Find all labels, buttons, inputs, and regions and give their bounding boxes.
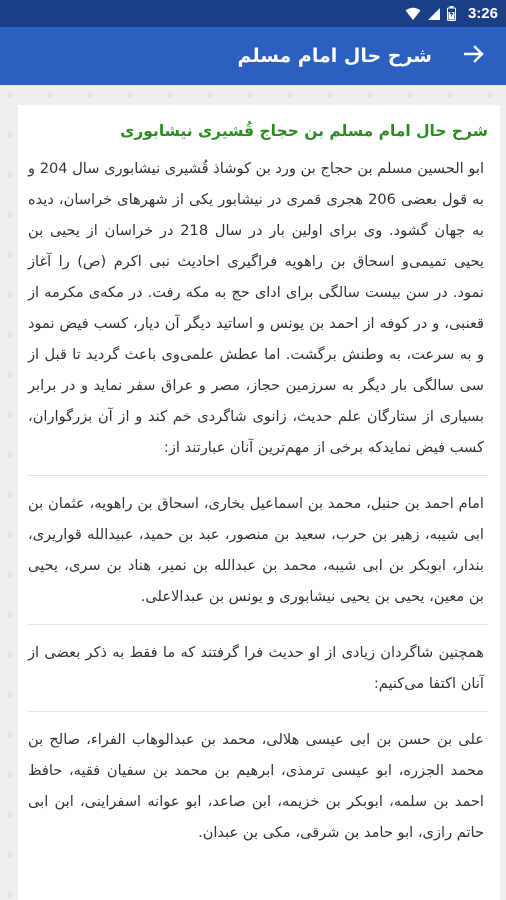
status-time: 3:26: [467, 5, 498, 22]
article-heading: شرح حال امام مسلم بن حجاج قُشیری نیشابوری: [120, 122, 488, 140]
wifi-icon: [405, 7, 421, 21]
divider: [28, 711, 488, 712]
status-bar: [0, 0, 506, 27]
app-bar: [0, 27, 506, 85]
signal-icon: [427, 7, 441, 21]
article-paragraph: امام احمد بن حنبل، محمد بن اسماعیل بخاری، اسحاق بن راهویه، عثمان بن ابی شیبه، زهیر بن حرب، سعید بن منصور، عبد بن حمید، عبیدالله قواریری، بندار، ابوبکر بن ابی شیبه، محمد بن عبدالله بن نمیر، هناد بن سری، یحیی بن معین، یحیی بن یحیی نیشابوری و یونس بن عبدالاعلی.: [28, 495, 484, 605]
article-paragraph: ابو الحسین مسلم بن حجاج بن ورد بن کوشاذ قُشیری نیشابوری سال 204 و به قول بعضی 206 هجری قمری در نیشابور یکی از شهرهای خراسان، دیده به جهان گشود. وی برای اولین بار در سال 218 در خراسان از یحیی بن یحیی تمیمی‌و اسحاق بن راهویه فراگیری احادیث نبی اکرم (ص) را آغاز نمود. در سن بیست سالگی برای ادای حج به مکه رفت. در مکه‌ی مکرمه از قعنبی، و در کوفه از احمد بن یونس و اساتید دیگر آن دیار، کسب فیض نمود و به سرعت، به وطنش برگشت. اما عطش علمی‌وی باعث گردید تا قبل از سی سالگی بار دیگر به سرزمین حجاز، مصر و عراق سفر نماید و در برابر بسیاری از ستارگان علم حدیث، زانوی شاگردی خم کند و از آن بزرگواران، کسب فیض نمایدکه برخی از مهم‌ترین آنان عبارتند از:: [28, 160, 485, 456]
divider: [28, 624, 488, 625]
back-button[interactable]: [456, 38, 492, 74]
article-paragraph: همچنین شاگردان زیادی از او حدیث فرا گرفتند که ما فقط به ذکر بعضی از آنان اکتفا می‌کنیم:: [28, 644, 484, 692]
article-paragraph: علی بن حسن بن ابی عیسی هلالی، محمد بن عبدالوهاب الفراء، صالح بن محمد الجزره، ابو عیسی ترمذی، ابرهیم بن محمد بن سفیان فقیه، حافظ احمد بن سلمه، ابوبکر بن خزیمه، ابن صاعد، ابو عوانه اسفراینی، ابن ابی حاتم رازی، ابو حامد بن شرقی، مکی بن عبدان.: [28, 731, 484, 841]
divider: [28, 475, 488, 476]
page-title: شرح حال امام مسلم: [237, 45, 432, 67]
article-card[interactable]: [18, 105, 500, 900]
battery-icon: [447, 6, 456, 21]
arrow-forward-icon: [464, 45, 484, 67]
